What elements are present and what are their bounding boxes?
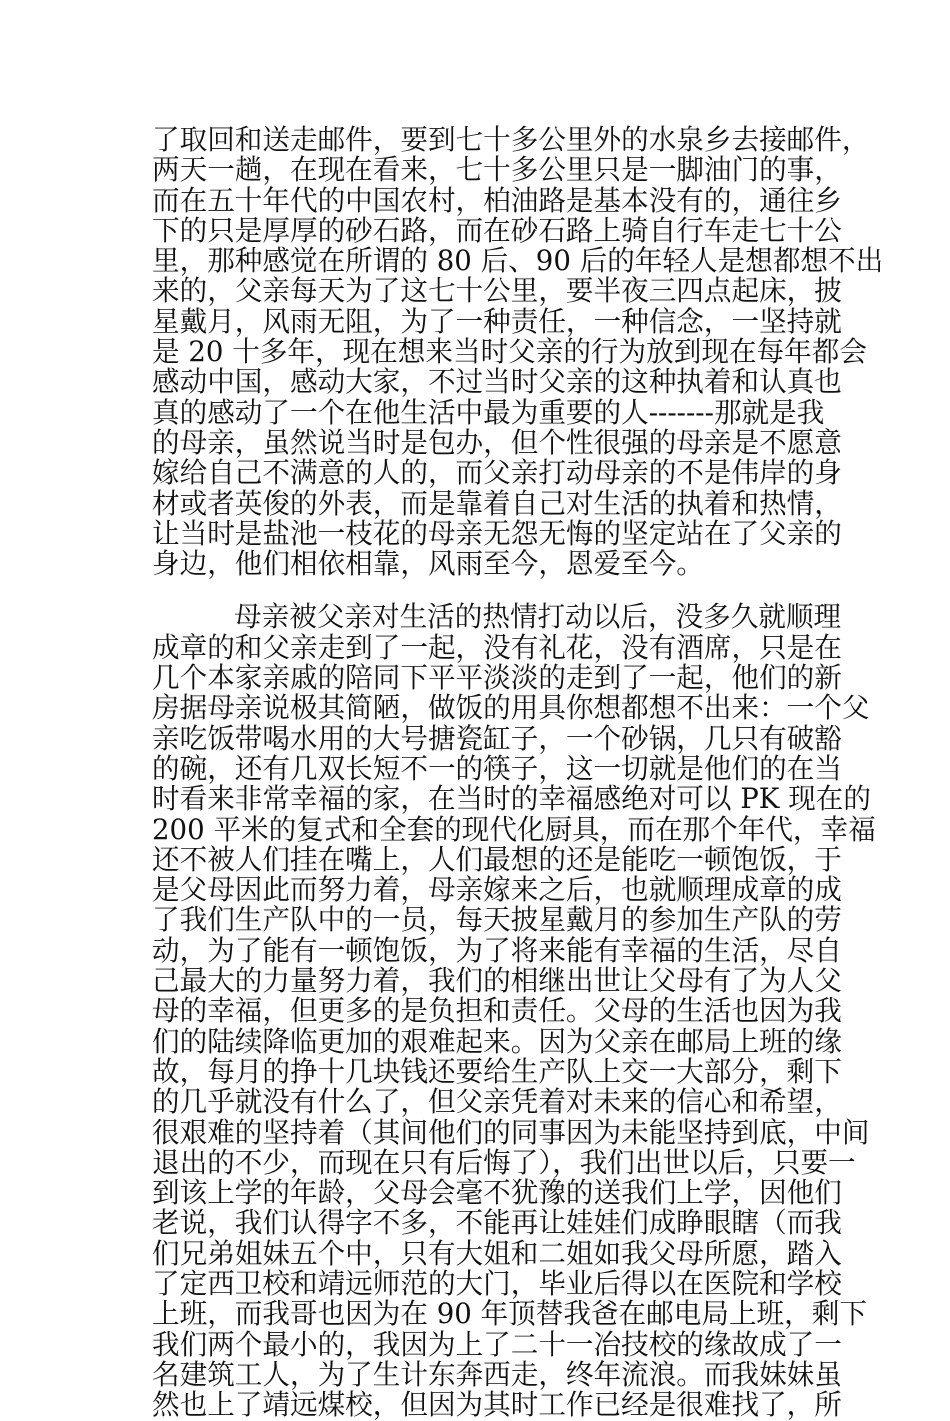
document-page — [152, 123, 884, 1421]
text-line: 嫁给自己不满意的人的，而父亲打动母亲的不是伟岸的身 — [152, 456, 842, 490]
text-line: 真的感动了一个在他生活中最为重要的人-------那就是我 — [152, 395, 825, 429]
text-line: 还不被人们挂在嘴上，人们最想的还是能吃一顿饱饭，于 — [152, 842, 842, 876]
text-line: 然也上了靖远煤校，但因为其时工作已经是很难找了，所 — [152, 1388, 842, 1421]
text-line: 们的陆续降临更加的艰难起来。因为父亲在邮局上班的缘 — [152, 1024, 842, 1058]
text-line: 很艰难的坚持着（其间他们的同事因为未能坚持到底，中间 — [152, 1115, 870, 1149]
text-line: 两天一趟，在现在看来，七十多公里只是一脚油门的事， — [152, 153, 842, 187]
text-line: 200 平米的复式和全套的现代化厨具，而在那个年代，幸福 — [152, 812, 876, 846]
text-line: 是 20 十多年，现在想来当时父亲的行为放到现在每年都会 — [152, 335, 867, 369]
text-line: 下的只是厚厚的砂石路，而在砂石路上骑自行车走七十公 — [152, 213, 842, 247]
text-line: 老说，我们认得字不多，不能再让娃娃们成睁眼瞎（而我 — [152, 1206, 842, 1240]
text-line: 几个本家亲戚的陪同下平平淡淡的走到了一起，他们的新 — [152, 661, 842, 695]
text-line: 到该上学的年龄，父母会毫不犹豫的送我们上学，因他们 — [152, 1176, 842, 1210]
paragraph-1 — [152, 123, 884, 581]
text-line: 时看来非常幸福的家，在当时的幸福感绝对可以 PK 现在的 — [152, 782, 871, 816]
text-line: 动，为了能有一顿饱饭，为了将来能有幸福的生活，尽自 — [152, 933, 842, 967]
text-line: 母亲被父亲对生活的热情打动以后，没多久就顺理 — [234, 600, 842, 634]
text-line: 己最大的力量努力着，我们的相继出世让父母有了为人父 — [152, 964, 842, 998]
text-line: 让当时是盐池一枝花的母亲无怨无悔的坚定站在了父亲的 — [152, 516, 842, 550]
text-line: 的几乎就没有什么了，但父亲凭着对未来的信心和希望， — [152, 1085, 842, 1119]
text-line: 的母亲，虽然说当时是包办，但个性很强的母亲是不愿意 — [152, 425, 842, 459]
text-line: 们兄弟姐妹五个中，只有大姐和二姐如我父母所愿，踏入 — [152, 1236, 842, 1270]
text-line: 的碗，还有几双长短不一的筷子，这一切就是他们的在当 — [152, 751, 842, 785]
text-line: 亲吃饭带喝水用的大号搪瓷缸子，一个砂锅，几只有破豁 — [152, 721, 842, 755]
text-line: 里，那种感觉在所谓的 80 后、90 后的年轻人是想都想不出 — [152, 244, 884, 278]
text-line: 我们两个最小的，我因为上了二十一冶技校的缘故成了一 — [152, 1327, 842, 1361]
text-line: 了取回和送走邮件，要到七十多公里外的水泉乡去接邮件， — [152, 123, 870, 156]
text-line: 退出的不少，而现在只有后悔了），我们出世以后，只要一 — [152, 1145, 856, 1179]
text-line: 成章的和父亲走到了一起，没有礼花，没有酒席，只是在 — [152, 630, 842, 664]
text-line: 感动中国，感动大家，不过当时父亲的这种执着和认真也 — [152, 365, 842, 399]
text-line: 而在五十年代的中国农村，柏油路是基本没有的，通往乡 — [152, 183, 842, 217]
paragraph-2 — [152, 600, 876, 1421]
text-line: 了定西卫校和靖远师范的大门，毕业后得以在医院和学校 — [152, 1266, 842, 1300]
text-line: 上班，而我哥也因为在 90 年顶替我爸在邮电局上班，剩下 — [152, 1297, 867, 1331]
text-line: 房据母亲说极其简陋，做饭的用具你想都想不出来：一个父 — [152, 691, 870, 725]
text-line: 材或者英俊的外表，而是靠着自己对生活的执着和热情， — [152, 486, 842, 520]
text-line: 故，每月的挣十几块钱还要给生产队上交一大部分，剩下 — [152, 1054, 842, 1088]
text-line: 星戴月，风雨无阻，为了一种责任，一种信念，一坚持就 — [152, 304, 842, 338]
text-line: 了我们生产队中的一员，每天披星戴月的参加生产队的劳 — [152, 903, 842, 937]
text-line: 身边，他们相依相靠，风雨至今，恩爱至今。 — [152, 547, 704, 581]
text-line: 名建筑工人，为了生计东奔西走，终年流浪。而我妹妹虽 — [152, 1357, 842, 1391]
text-line: 是父母因此而努力着，母亲嫁来之后，也就顺理成章的成 — [152, 873, 842, 907]
text-line: 来的，父亲每天为了这七十公里，要半夜三四点起床，披 — [152, 274, 842, 308]
text-line: 母的幸福，但更多的是负担和责任。父母的生活也因为我 — [152, 994, 842, 1028]
